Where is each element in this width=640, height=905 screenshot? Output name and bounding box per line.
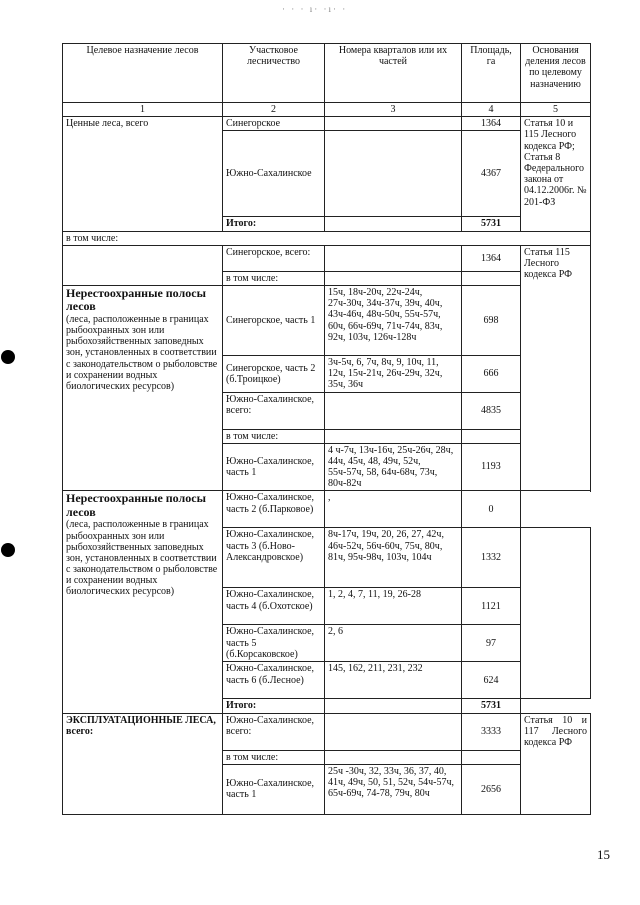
table-row	[63, 491, 591, 528]
category-description: (леса, расположенные в границах рыбоохранных зон или рыбохозяйственных заповедных зон, установленных в соответствии с законодательством о рыболовстве и сохранении водных биологических ресурсов)	[66, 313, 218, 392]
total-label: Итого:	[223, 217, 325, 231]
forestry-name: Южно-Сахалинское, часть 1	[223, 764, 325, 814]
area-value: 2656	[462, 764, 521, 814]
punch-hole-top	[1, 350, 15, 364]
table-row	[63, 285, 591, 355]
quarters-list: ,	[325, 491, 462, 528]
category-spawning-1	[63, 285, 223, 491]
area-value: 4835	[462, 392, 521, 429]
column-number: 5	[521, 103, 591, 117]
forestry-name: Южно-Сахалинское	[223, 131, 325, 217]
area-value: 0	[462, 491, 521, 528]
column-header-purpose: Целевое назначение лесов	[63, 44, 223, 103]
area-value: 1332	[462, 528, 521, 588]
total-label: Итого:	[223, 699, 325, 713]
area-cell	[462, 429, 521, 443]
forestry-name: Синегорское, часть 2 (б.Троицкое)	[223, 355, 325, 392]
row-label-exploitation	[63, 713, 223, 814]
quarters-cell	[325, 131, 462, 217]
forestry-name: Южно-Сахалинское, всего:	[223, 392, 325, 429]
including-label: в том числе:	[223, 271, 325, 285]
area-value: 4367	[462, 131, 521, 217]
column-number: 1	[63, 103, 223, 117]
category-title: Нерестоохранные полосы лесов	[66, 285, 206, 314]
empty-cell	[63, 245, 223, 285]
punch-hole-bottom	[1, 543, 15, 557]
basis-cell: Статья 10 и 117 Лесного кодекса РФ	[521, 713, 591, 814]
column-header-area: Площадь, га	[462, 44, 521, 103]
quarters-cell	[325, 713, 462, 750]
forestry-name: Южно-Сахалинское, часть 6 (б.Лесное)	[223, 662, 325, 699]
column-number-row	[63, 103, 591, 117]
area-value: 698	[462, 285, 521, 355]
table-row	[63, 713, 591, 750]
quarters-cell	[325, 217, 462, 231]
forestry-name: Синегорское	[223, 117, 325, 131]
forest-purpose-table	[62, 43, 591, 815]
quarters-cell	[325, 271, 462, 285]
forestry-name: Южно-Сахалинское, часть 1	[223, 443, 325, 491]
column-number: 4	[462, 103, 521, 117]
basis-cell-empty	[521, 528, 591, 699]
quarters-list: 8ч-17ч, 19ч, 20, 26, 27, 42ч, 46ч-52ч, 56ч-60ч, 75ч, 80ч, 81ч, 95ч-98ч, 103ч, 104ч	[325, 528, 462, 588]
total-area: 5731	[462, 699, 521, 713]
column-header-basis: Основания деления лесов по целевому назначению	[521, 44, 591, 103]
exploitation-label: ЭКСПЛУАТАЦИОННЫЕ ЛЕСА, всего:	[66, 714, 216, 737]
table-row	[63, 231, 591, 245]
including-label: в том числе:	[223, 750, 325, 764]
forestry-name: Синегорское, часть 1	[223, 285, 325, 355]
scan-artifact: · · · ı· ·ı· ·	[282, 4, 348, 14]
category-description: (леса, расположенные в границах рыбоохранных зон или рыбохозяйственных заповедных зон, установленных в соответствии с законодательством о рыболовстве и сохранении водных биологических ресурсов)	[66, 519, 218, 598]
basis-cell: Статья 10 и 115 Лесного кодекса РФ; Статья 8 Федерального закона от 04.12.2006г. № 201-ФЗ	[521, 117, 591, 231]
area-value: 666	[462, 355, 521, 392]
column-number: 2	[223, 103, 325, 117]
table-row	[63, 245, 591, 271]
forestry-name: Южно-Сахалинское, часть 4 (б.Охотское)	[223, 588, 325, 625]
column-header-forestry: Участковое лесничество	[223, 44, 325, 103]
forestry-name: Южно-Сахалинское, часть 2 (б.Парковое)	[223, 491, 325, 528]
area-cell	[462, 271, 521, 285]
forestry-name: Синегорское, всего:	[223, 245, 325, 271]
including-label: в том числе:	[63, 231, 591, 245]
area-value: 3333	[462, 713, 521, 750]
quarters-list: 15ч, 18ч-20ч, 22ч-24ч, 27ч-30ч, 34ч-37ч, 39ч, 40ч, 43ч-46ч, 48ч-50ч, 55ч-57ч, 60ч, 66ч-69ч, 71ч-74ч, 83ч, 92ч, 103ч, 126ч-128ч	[325, 285, 462, 355]
quarters-cell	[325, 245, 462, 271]
area-value: 1121	[462, 588, 521, 625]
table-header-row	[63, 44, 591, 103]
basis-cell: Статья 115 Лесного кодекса РФ	[521, 245, 591, 491]
category-spawning-2	[63, 491, 223, 713]
quarters-list: 3ч-5ч, 6, 7ч, 8ч, 9, 10ч, 11, 12ч, 15ч-21ч, 26ч-29ч, 32ч, 35ч, 36ч	[325, 355, 462, 392]
quarters-cell	[325, 429, 462, 443]
quarters-cell	[325, 750, 462, 764]
quarters-list: 4 ч-7ч, 13ч-16ч, 25ч-26ч, 28ч, 44ч, 45ч, 48, 49ч, 52ч, 55ч-57ч, 58, 64ч-68ч, 73ч, 80ч-82ч	[325, 443, 462, 491]
column-number: 3	[325, 103, 462, 117]
area-value: 1364	[462, 117, 521, 131]
area-value: 1193	[462, 443, 521, 491]
quarters-cell	[325, 392, 462, 429]
table-row	[63, 117, 591, 131]
forestry-name: Южно-Сахалинское, часть 3 (б.Ново-Александровское)	[223, 528, 325, 588]
quarters-cell	[325, 117, 462, 131]
quarters-cell	[325, 699, 462, 713]
area-value: 624	[462, 662, 521, 699]
quarters-list: 25ч -30ч, 32, 33ч, 36, 37, 40, 41ч, 49ч, 50, 51, 52ч, 54ч-57ч, 65ч-69ч, 74-78, 79ч, 80ч	[325, 764, 462, 814]
area-cell	[462, 750, 521, 764]
total-area: 5731	[462, 217, 521, 231]
page-number: 15	[597, 847, 610, 862]
quarters-list: 1, 2, 4, 7, 11, 19, 26-28	[325, 588, 462, 625]
quarters-list: 2, 6	[325, 625, 462, 662]
area-value: 1364	[462, 245, 521, 271]
including-label: в том числе:	[223, 429, 325, 443]
column-header-quarters: Номера кварталов или их частей	[325, 44, 462, 103]
row-label-valuable: Ценные леса, всего	[63, 117, 223, 231]
quarters-list: 145, 162, 211, 231, 232	[325, 662, 462, 699]
category-title: Нерестоохранные полосы лесов	[66, 491, 206, 519]
area-value: 97	[462, 625, 521, 662]
forestry-name: Южно-Сахалинское, часть 5 (б.Корсаковское)	[223, 625, 325, 662]
forestry-name: Южно-Сахалинское, всего:	[223, 713, 325, 750]
